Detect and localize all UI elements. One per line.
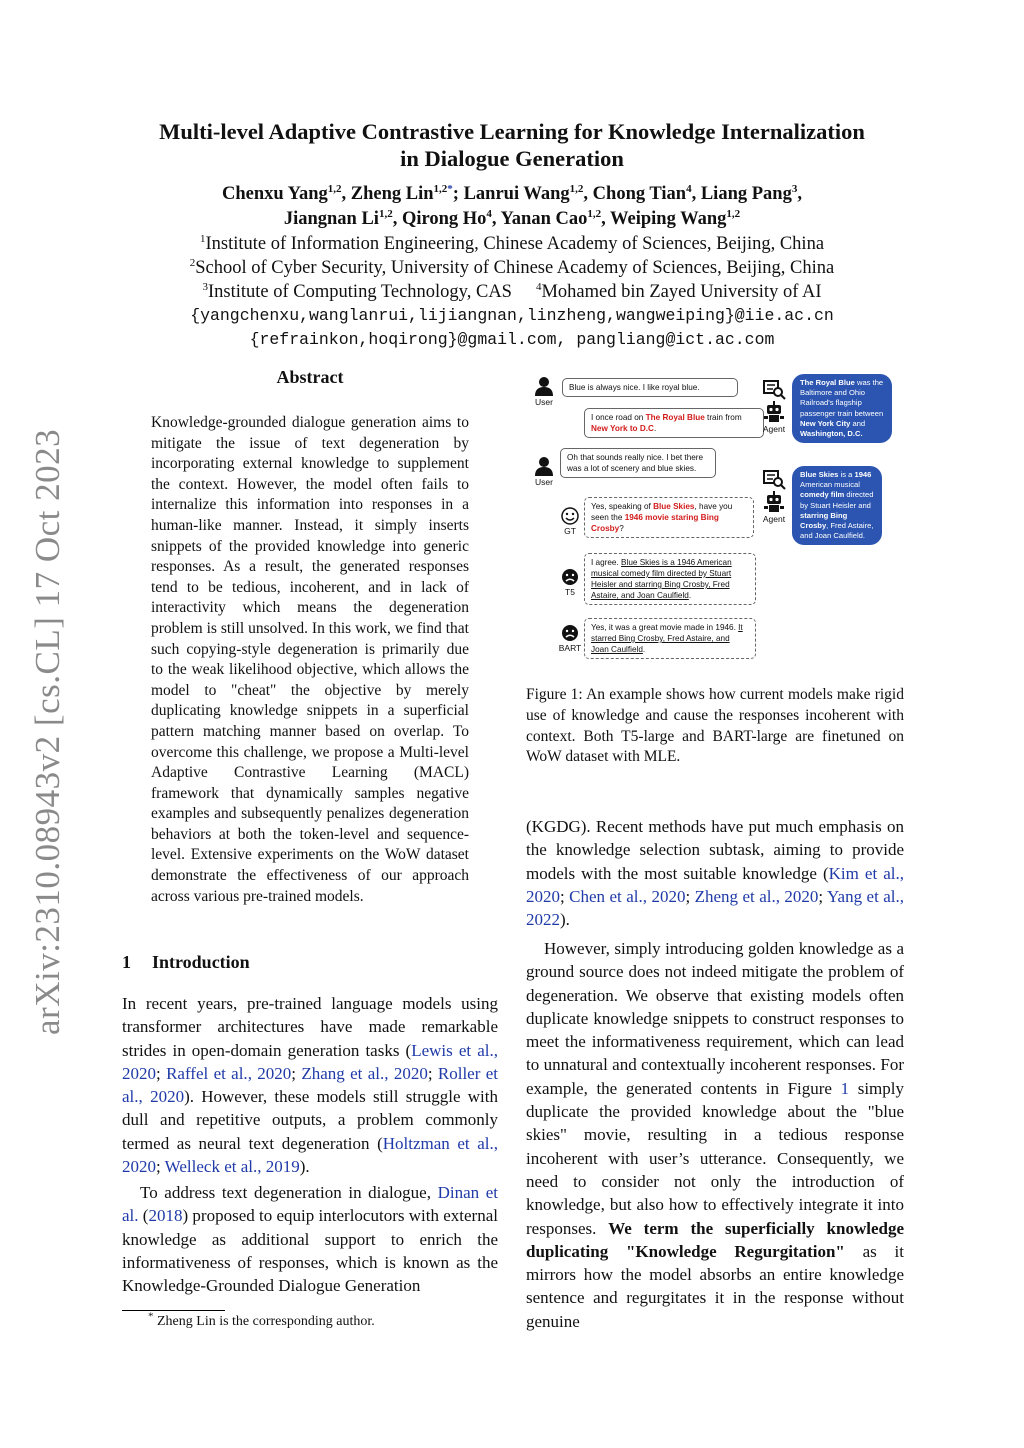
user-icon — [534, 376, 554, 396]
abstract-heading: Abstract — [276, 367, 344, 387]
author-sep: , — [341, 184, 351, 204]
affil-text: Mohamed bin Zayed University of AI — [541, 282, 822, 302]
author-affil: 1,2 — [587, 207, 602, 220]
author-sep: , — [797, 184, 802, 204]
author-affil: 1,2* — [433, 182, 453, 195]
arxiv-stamp: arXiv:2310.08943v2 [cs.CL] 17 Oct 2023 — [28, 428, 67, 1035]
right-paragraph-1: (KGDG). Recent methods have put much emphasis on the knowledge selection subtask, aiming to provide models with the most suitable knowledge (Kim et al., 2020; Chen et al., 2020; Zheng et al., 2020; Yang et al., 2022). — [526, 817, 905, 930]
citation-link[interactable]: Yang et al., 2022 — [526, 886, 905, 930]
section-title: Introduction — [152, 952, 250, 972]
author-affil: 1,2 — [726, 207, 741, 220]
author: Yanan Cao — [500, 209, 588, 229]
knowledge-search-icon — [762, 378, 786, 400]
affil-text: Institute of Computing Technology, CAS — [208, 282, 512, 302]
section-number: 1 — [122, 952, 131, 972]
figure-caption: Figure 1: An example shows how current models make rigid use of knowledge and cause the responses incoherent with context. Both T5-large and BART-large are finetuned on WoW dataset with MLE. — [526, 686, 904, 766]
affil-num: 2 — [189, 256, 196, 269]
robot-icon — [764, 401, 784, 423]
author-affil: 4 — [686, 182, 692, 195]
author: Liang Pang — [700, 184, 792, 204]
dialogue-turn-1: Blue is always nice. I like royal blue. — [562, 378, 738, 397]
title-line-2: in Dialogue Generation — [400, 146, 624, 171]
speaker-user: User — [526, 376, 562, 407]
citation-link[interactable]: Chen et al., 2020 — [569, 886, 686, 906]
bart-response: Yes, it was a great movie made in 1946. It starred Bing Crosby, Fred Astaire, and Joan Caulfield. — [584, 618, 756, 659]
emails — [90, 304, 934, 352]
author-affil: 4 — [486, 207, 492, 220]
email-line-2: {refrainkon,hoqirong}@gmail.com, pangliang@ict.ac.com — [249, 330, 775, 349]
paper-title — [90, 118, 934, 172]
affil-num: 1 — [199, 232, 206, 245]
author-line-2 — [90, 207, 934, 232]
dialogue-turn-3: Oh that sounds really nice. I bet there was a lot of scenery and blue skies. — [560, 448, 716, 478]
author-affil: 1,2 — [569, 182, 584, 195]
footnote-text: Zheng Lin is the corresponding author. — [157, 1314, 375, 1329]
author: Chong Tian — [592, 184, 687, 204]
affiliation-2 — [90, 256, 934, 280]
author: Zheng Lin — [350, 184, 434, 204]
title-line-1: Multi-level Adaptive Contrastive Learning for Knowledge Internalization — [159, 119, 865, 144]
affil-num: 4 — [535, 280, 542, 293]
affiliation-3-4 — [90, 280, 934, 304]
footnote-rule — [122, 1310, 225, 1311]
speaker-bart: BART — [552, 624, 588, 653]
frown-icon — [561, 624, 579, 642]
author-list — [90, 182, 934, 232]
speaker-t5: T5 — [552, 568, 588, 597]
author-line-1 — [90, 182, 934, 207]
footnote-link[interactable]: * — [447, 182, 453, 195]
citation-link[interactable]: Dinan et al. — [122, 1183, 498, 1226]
author-affil: 3 — [791, 182, 798, 195]
affil-num: 3 — [202, 280, 209, 293]
author-sep: ; — [452, 184, 464, 204]
footnote — [148, 1310, 375, 1330]
affiliation-1 — [90, 232, 934, 256]
citation-link[interactable]: Zhang et al., 2020 — [301, 1063, 428, 1083]
dialogue-turn-2: I once road on The Royal Blue train from New York to D.C. — [584, 408, 764, 438]
robot-icon — [764, 491, 784, 513]
speaker-agent: Agent — [755, 468, 793, 524]
intro-paragraph-1: In recent years, pre-trained language models using transformer architectures have made remarkable strides in open-domain generation tasks (Lewis et al., 2020; Raffel et al., 2020; Zhang et al., 2020; Roller et al., 2020). However, these models still struggle with dull and repetitive outputs, a problem commonly termed as neural text degeneration (Holtzman et al., 2020; Welleck et al., 2019). — [122, 994, 499, 1177]
right-paragraph-2: However, simply introducing golden knowledge as a ground source does not indeed mitigate the problem of degeneration. We observe that existing models often duplicate knowledge snippets to construct responses to meet the informativeness requirement, which can lead to unnatural and contextually incoherent responses. For example, the generated contents in Figure 1 simply duplicate the provided knowledge about the "blue skies" movie, resulting in a tedious response incoherent with user’s utterance. Consequently, we need to consider not only the introduction of knowledge, but also how to effectively integrate it into responses. We term the superficially knowledge duplicating "Knowledge Regurgitation" as it mirrors how the model absorbs an entire knowledge sentence and regurgitates it in the response without genuine — [526, 939, 905, 1331]
citation-link[interactable]: Raffel et al., 2020 — [166, 1063, 292, 1083]
author-sep: , — [691, 184, 701, 204]
author: Lanrui Wang — [463, 184, 570, 204]
author-affil: 1,2 — [327, 182, 342, 195]
author: Qirong Ho — [401, 209, 487, 229]
author: Chenxu Yang — [222, 184, 328, 204]
citation-link[interactable]: Zheng et al., 2020 — [694, 886, 819, 906]
intro-paragraph-2: To address text degeneration in dialogue, Dinan et al. (2018) proposed to equip interlocutors with external knowledge as additional support to enrich the informativeness of responses, which is known as the Knowledge-Grounded Dialogue Generation — [122, 1183, 498, 1296]
figure-ref-link[interactable]: 1 — [840, 1078, 850, 1098]
citation-year-link[interactable]: 2018 — [148, 1206, 183, 1226]
knowledge-search-icon — [762, 468, 786, 490]
speaker-user: User — [526, 456, 562, 487]
gt-response: Yes, speaking of Blue Skies, have you seen the 1946 movie staring Bing Crosby? — [584, 497, 754, 538]
affil-text: School of Cyber Security, University of Chinese Academy of Sciences, Beijing, China — [195, 258, 835, 278]
author-sep: , — [392, 209, 402, 229]
knowledge-card-1: The Royal Blue was the Baltimore and Ohio Railroad's flagship passenger train between New York City and Washington, D.C. — [792, 374, 892, 443]
author-sep: , — [583, 184, 593, 204]
figure-1 — [526, 372, 904, 662]
frown-icon — [561, 568, 579, 586]
author-sep: , — [491, 209, 501, 229]
section-heading-introduction — [122, 952, 250, 973]
email-line-1: {yangchenxu,wanglanrui,lijiangnan,linzheng,wangweiping}@iie.ac.cn — [190, 306, 834, 325]
footnote-mark: * — [148, 1310, 154, 1323]
speaker-gt: GT — [552, 507, 588, 536]
citation-link[interactable]: Lewis et al., 2020 — [122, 1040, 498, 1083]
speaker-agent: Agent — [755, 378, 793, 434]
t5-response: I agree. Blue Skies is a 1946 American musical comedy film directed by Stuart Heisler and starring Bing Crosby, Fred Astaire, and Joan Caulfield. — [584, 553, 756, 605]
key-term: We term the superficially knowledge duplicating "Knowledge Regurgitation" — [526, 1218, 904, 1261]
citation-link[interactable]: Welleck et al., 2019 — [164, 1157, 300, 1177]
abstract-text: Knowledge-grounded dialogue generation aims to mitigate the issue of text degeneration by incorporating external knowledge to supplement the context. However, the model often fails to internalize this information into responses in a human-like manner. Instead, it simply inserts snippets of the provided knowledge into generic responses. As a result, the generated responses tend to be tedious, incoherent, and in lack of interactivity which means the degeneration problem is still unsolved. In this work, we find that such copying-style degeneration is primarily due to the weak likelihood objective, which allows the model to "cheat" the objective by merely duplicating knowledge snippets in a superficial pattern matching manner based on overlap. To overcome this challenge, we propose a Multi-level Adaptive Contrastive Learning (MACL) framework that dynamically samples negative examples and subsequently penalizes degeneration behaviors at both the token-level and sequence-level. Extensive experiments on the WoW dataset demonstrate the effectiveness of our approach across various pre-trained models. — [151, 414, 469, 905]
affiliations — [90, 232, 934, 304]
author: Weiping Wang — [610, 209, 727, 229]
smile-icon — [561, 507, 579, 525]
author: Jiangnan Li — [283, 209, 379, 229]
knowledge-card-2: Blue Skies is a 1946 American musical comedy film directed by Stuart Heisler and starring Bing Crosby, Fred Astaire, and Joan Caulfield. — [792, 466, 882, 545]
affil-text: Institute of Information Engineering, Chinese Academy of Sciences, Beijing, China — [205, 234, 825, 254]
citation-link[interactable]: Roller et al., 2020 — [122, 1063, 498, 1107]
citation-link[interactable]: Kim et al., 2020 — [526, 863, 904, 906]
author-affil: 1,2 — [378, 207, 393, 220]
citation-link[interactable]: Holtzman et al., 2020 — [122, 1133, 498, 1177]
user-icon — [534, 456, 554, 476]
author-sep: , — [601, 209, 611, 229]
